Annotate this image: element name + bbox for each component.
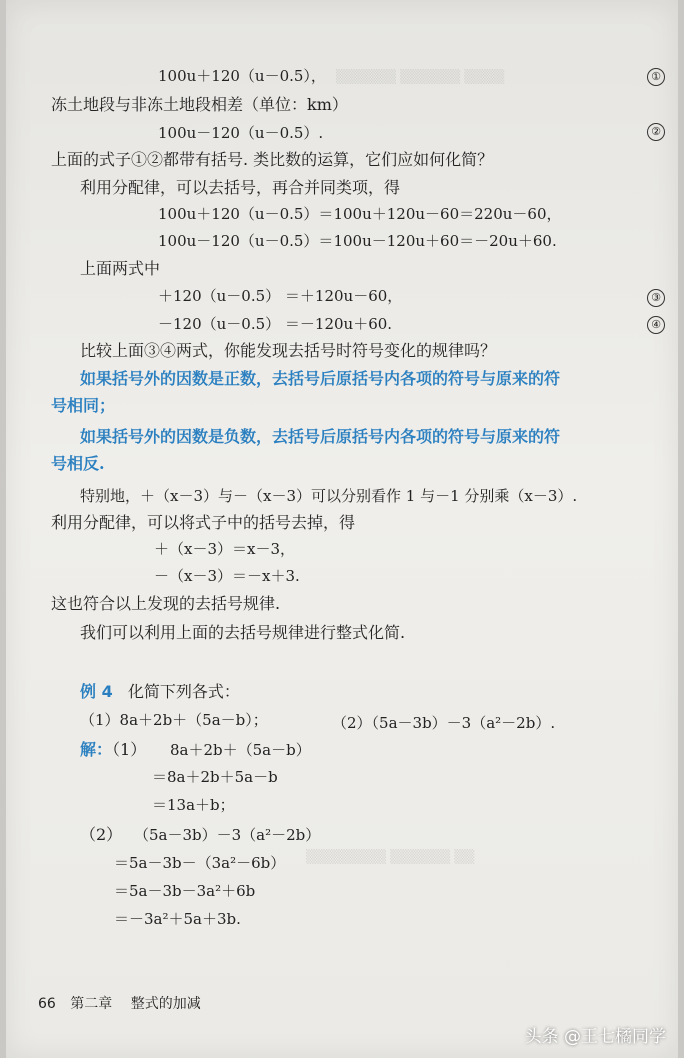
example-title: 化简下列各式：: [127, 682, 240, 701]
text-line: 比较上面③④两式，你能发现去括号时符号变化的规律吗？: [80, 341, 497, 360]
expr-line: ＋120（u－0.5） ＝＋120u－60，: [158, 287, 403, 305]
text-line: 特别地，＋（x－3）与－（x－3）可以分别看作 1 与－1 分别乘（x－3）.: [80, 487, 578, 505]
text-line: 上面的式子①②都带有括号. 类比数的运算，它们应如何化简？: [51, 150, 494, 169]
example-label: 例 4: [80, 682, 113, 701]
text-line: 我们可以利用上面的去括号规律进行整式化简.: [80, 623, 406, 642]
rule-text: 如果括号外的因数是正数，去括号后原括号内各项的符号与原来的符: [80, 369, 561, 388]
solution-2-tag: （2）: [80, 825, 123, 844]
solution-step: ＝13a＋b；: [152, 796, 235, 814]
marker-3: ③: [647, 289, 665, 307]
marker-2: ②: [647, 123, 665, 141]
solution-1-head: [80, 740, 146, 760]
solution-1-tag: （1）: [112, 740, 147, 759]
chapter-label: 第二章: [70, 996, 113, 1012]
bleed-through: ▒▒▒▒▒▒ ▒▒▒▒▒▒ ▒▒▒▒: [336, 70, 505, 85]
question-1: （1）8a＋2b＋（5a－b）；: [80, 711, 268, 729]
textbook-page: [6, 0, 678, 1058]
expr-line: 100u－120（u－0.5）.: [158, 124, 324, 142]
page-number: 66: [38, 996, 56, 1012]
text-line: 这也符合以上发现的去括号规律.: [51, 594, 281, 613]
rule-text: 号相同；: [51, 396, 116, 415]
expr-line: 100u＋120（u－0.5），: [158, 67, 326, 85]
marker-4: ④: [647, 316, 665, 334]
rule-text: 号相反.: [51, 454, 105, 473]
watermark: 头条 @王七橘同学: [524, 1027, 666, 1047]
solution-step: ＝5a－3b－3a²＋6b: [114, 882, 256, 900]
solution-step: ＝5a－3b－（3a²－6b）: [114, 854, 286, 872]
text-line: 利用分配律，可以将式子中的括号去掉，得: [51, 513, 356, 532]
text-line: 利用分配律，可以去括号，再合并同类项，得: [80, 178, 401, 197]
solution-label: 解：: [80, 740, 113, 759]
example-heading: [80, 682, 240, 702]
question-2: （2）（5a－3b）－3（a²－2b）.: [332, 714, 556, 732]
bleed-through: ▒▒▒▒▒▒▒▒ ▒▒▒▒▒▒ ▒▒: [306, 850, 475, 865]
text-line: 上面两式中: [80, 259, 161, 278]
expr-line: 100u＋120（u－0.5）＝100u＋120u－60＝220u－60，: [158, 205, 562, 223]
expr-line: －（x－3）＝－x＋3.: [154, 567, 300, 585]
text-line: 冻土地段与非冻土地段相差（单位：km）: [51, 95, 348, 114]
chapter-title: 整式的加减: [130, 996, 201, 1012]
solution-step: 8a＋2b＋（5a－b）: [170, 741, 311, 759]
expr-line: ＋（x－3）＝x－3，: [154, 540, 296, 558]
solution-step: ＝－3a²＋5a＋3b.: [114, 910, 241, 928]
solution-step: （5a－3b）－3（a²－2b）: [134, 826, 321, 844]
rule-text: 如果括号外的因数是负数，去括号后原括号内各项的符号与原来的符: [80, 427, 561, 446]
expr-line: －120（u－0.5） ＝－120u＋60.: [158, 315, 393, 333]
solution-step: ＝8a＋2b＋5a－b: [152, 768, 278, 786]
marker-1: ①: [647, 68, 665, 86]
expr-line: 100u－120（u－0.5）＝100u－120u＋60＝－20u＋60.: [158, 232, 557, 250]
page-footer: [38, 993, 201, 1013]
